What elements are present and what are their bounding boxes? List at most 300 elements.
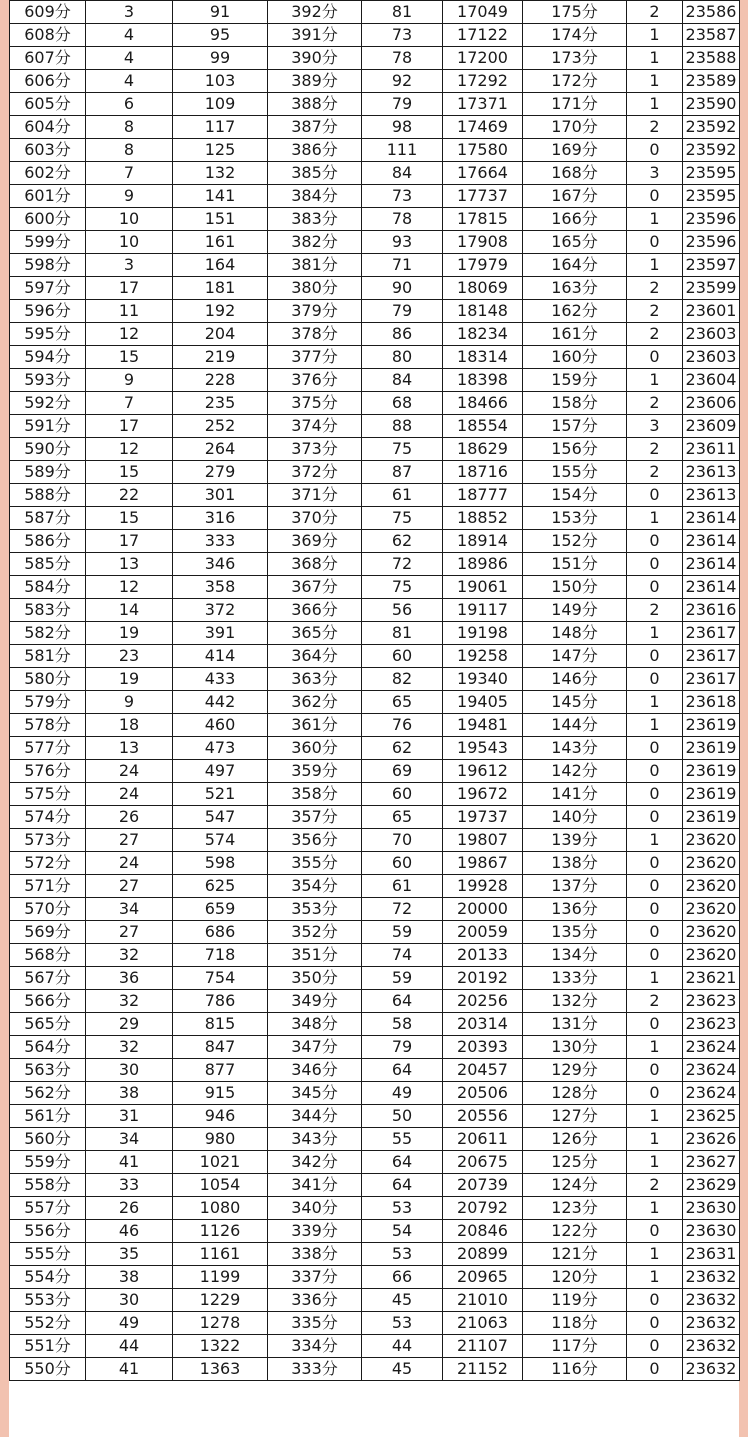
score-col-3: 135分 xyxy=(523,921,627,944)
table-row xyxy=(10,921,740,944)
count-col-2: 45 xyxy=(362,1289,443,1312)
score-col-1: 584分 xyxy=(10,576,86,599)
cumulative-col-1: 497 xyxy=(173,760,268,783)
cumulative-col-3: 23618 xyxy=(683,691,740,714)
cumulative-col-3: 23614 xyxy=(683,530,740,553)
count-col-2: 87 xyxy=(362,461,443,484)
count-col-3: 0 xyxy=(627,1358,683,1381)
score-col-1: 598分 xyxy=(10,254,86,277)
score-col-1: 589分 xyxy=(10,461,86,484)
score-col-2: 389分 xyxy=(268,70,362,93)
count-col-2: 81 xyxy=(362,1,443,24)
count-col-2: 80 xyxy=(362,346,443,369)
cumulative-col-2: 20675 xyxy=(443,1151,523,1174)
score-col-2: 359分 xyxy=(268,760,362,783)
count-col-2: 79 xyxy=(362,93,443,116)
count-col-2: 61 xyxy=(362,875,443,898)
table-row xyxy=(10,668,740,691)
count-col-3: 2 xyxy=(627,438,683,461)
count-col-2: 56 xyxy=(362,599,443,622)
count-col-3: 0 xyxy=(627,737,683,760)
table-row xyxy=(10,70,740,93)
count-col-1: 24 xyxy=(86,852,173,875)
cumulative-col-2: 19481 xyxy=(443,714,523,737)
count-col-3: 0 xyxy=(627,231,683,254)
count-col-2: 73 xyxy=(362,185,443,208)
score-col-2: 337分 xyxy=(268,1266,362,1289)
score-col-3: 174分 xyxy=(523,24,627,47)
score-col-3: 157分 xyxy=(523,415,627,438)
cumulative-col-3: 23623 xyxy=(683,990,740,1013)
count-col-3: 0 xyxy=(627,921,683,944)
score-col-1: 599分 xyxy=(10,231,86,254)
count-col-1: 34 xyxy=(86,1128,173,1151)
score-col-1: 587分 xyxy=(10,507,86,530)
count-col-1: 49 xyxy=(86,1312,173,1335)
score-col-1: 603分 xyxy=(10,139,86,162)
count-col-3: 0 xyxy=(627,760,683,783)
cumulative-col-1: 117 xyxy=(173,116,268,139)
score-col-1: 575分 xyxy=(10,783,86,806)
count-col-3: 2 xyxy=(627,116,683,139)
score-col-3: 162分 xyxy=(523,300,627,323)
count-col-3: 1 xyxy=(627,254,683,277)
count-col-1: 24 xyxy=(86,760,173,783)
count-col-2: 59 xyxy=(362,921,443,944)
cumulative-col-2: 19340 xyxy=(443,668,523,691)
cumulative-col-3: 23632 xyxy=(683,1266,740,1289)
count-col-2: 78 xyxy=(362,47,443,70)
count-col-1: 9 xyxy=(86,185,173,208)
score-col-2: 390分 xyxy=(268,47,362,70)
cumulative-col-3: 23592 xyxy=(683,139,740,162)
score-col-2: 361分 xyxy=(268,714,362,737)
cumulative-col-3: 23613 xyxy=(683,484,740,507)
cumulative-col-1: 433 xyxy=(173,668,268,691)
table-row xyxy=(10,1243,740,1266)
cumulative-col-1: 91 xyxy=(173,1,268,24)
count-col-1: 10 xyxy=(86,231,173,254)
cumulative-col-3: 23601 xyxy=(683,300,740,323)
count-col-1: 13 xyxy=(86,553,173,576)
count-col-2: 59 xyxy=(362,967,443,990)
count-col-3: 0 xyxy=(627,1289,683,1312)
cumulative-col-1: 264 xyxy=(173,438,268,461)
count-col-1: 17 xyxy=(86,277,173,300)
count-col-3: 0 xyxy=(627,553,683,576)
score-col-3: 155分 xyxy=(523,461,627,484)
cumulative-col-1: 946 xyxy=(173,1105,268,1128)
count-col-1: 4 xyxy=(86,24,173,47)
cumulative-col-2: 20133 xyxy=(443,944,523,967)
count-col-1: 12 xyxy=(86,576,173,599)
score-col-3: 118分 xyxy=(523,1312,627,1335)
cumulative-col-3: 23603 xyxy=(683,323,740,346)
cumulative-col-3: 23589 xyxy=(683,70,740,93)
score-col-3: 138分 xyxy=(523,852,627,875)
cumulative-col-2: 21010 xyxy=(443,1289,523,1312)
cumulative-col-3: 23592 xyxy=(683,116,740,139)
table-row xyxy=(10,1266,740,1289)
score-col-1: 566分 xyxy=(10,990,86,1013)
count-col-1: 15 xyxy=(86,346,173,369)
cumulative-col-1: 316 xyxy=(173,507,268,530)
cumulative-col-1: 333 xyxy=(173,530,268,553)
count-col-1: 30 xyxy=(86,1059,173,1082)
table-row xyxy=(10,783,740,806)
table-row xyxy=(10,461,740,484)
table-row xyxy=(10,208,740,231)
cumulative-col-3: 23590 xyxy=(683,93,740,116)
score-col-2: 354分 xyxy=(268,875,362,898)
cumulative-col-1: 1161 xyxy=(173,1243,268,1266)
count-col-1: 7 xyxy=(86,162,173,185)
cumulative-col-3: 23632 xyxy=(683,1358,740,1381)
cumulative-col-3: 23617 xyxy=(683,668,740,691)
score-col-3: 175分 xyxy=(523,1,627,24)
count-col-2: 60 xyxy=(362,645,443,668)
cumulative-col-2: 18148 xyxy=(443,300,523,323)
count-col-2: 64 xyxy=(362,1174,443,1197)
cumulative-col-3: 23623 xyxy=(683,1013,740,1036)
cumulative-col-3: 23624 xyxy=(683,1036,740,1059)
count-col-1: 19 xyxy=(86,668,173,691)
cumulative-col-1: 161 xyxy=(173,231,268,254)
count-col-3: 1 xyxy=(627,967,683,990)
score-col-1: 592分 xyxy=(10,392,86,415)
cumulative-col-1: 164 xyxy=(173,254,268,277)
cumulative-col-2: 17371 xyxy=(443,93,523,116)
score-col-3: 141分 xyxy=(523,783,627,806)
cumulative-col-1: 1322 xyxy=(173,1335,268,1358)
cumulative-col-1: 99 xyxy=(173,47,268,70)
cumulative-col-3: 23614 xyxy=(683,507,740,530)
table-row xyxy=(10,1013,740,1036)
count-col-3: 0 xyxy=(627,1059,683,1082)
cumulative-col-2: 17908 xyxy=(443,231,523,254)
cumulative-col-1: 1126 xyxy=(173,1220,268,1243)
count-col-3: 1 xyxy=(627,691,683,714)
table-row xyxy=(10,576,740,599)
count-col-3: 0 xyxy=(627,852,683,875)
score-col-1: 594分 xyxy=(10,346,86,369)
score-col-1: 577分 xyxy=(10,737,86,760)
cumulative-col-1: 235 xyxy=(173,392,268,415)
score-col-2: 372分 xyxy=(268,461,362,484)
count-col-2: 75 xyxy=(362,507,443,530)
score-col-3: 163分 xyxy=(523,277,627,300)
count-col-2: 86 xyxy=(362,323,443,346)
count-col-3: 0 xyxy=(627,530,683,553)
count-col-3: 0 xyxy=(627,139,683,162)
cumulative-col-2: 20000 xyxy=(443,898,523,921)
score-col-2: 392分 xyxy=(268,1,362,24)
score-col-1: 578分 xyxy=(10,714,86,737)
cumulative-col-3: 23625 xyxy=(683,1105,740,1128)
cumulative-col-1: 279 xyxy=(173,461,268,484)
cumulative-col-2: 20965 xyxy=(443,1266,523,1289)
count-col-1: 19 xyxy=(86,622,173,645)
cumulative-col-3: 23595 xyxy=(683,162,740,185)
count-col-1: 41 xyxy=(86,1151,173,1174)
count-col-3: 2 xyxy=(627,1174,683,1197)
count-col-3: 0 xyxy=(627,806,683,829)
count-col-3: 0 xyxy=(627,944,683,967)
count-col-3: 1 xyxy=(627,507,683,530)
count-col-3: 2 xyxy=(627,599,683,622)
cumulative-col-1: 141 xyxy=(173,185,268,208)
count-col-2: 76 xyxy=(362,714,443,737)
score-col-2: 362分 xyxy=(268,691,362,714)
count-col-2: 79 xyxy=(362,300,443,323)
cumulative-col-2: 21152 xyxy=(443,1358,523,1381)
cumulative-col-1: 598 xyxy=(173,852,268,875)
count-col-2: 90 xyxy=(362,277,443,300)
cumulative-col-3: 23609 xyxy=(683,415,740,438)
count-col-3: 1 xyxy=(627,1151,683,1174)
cumulative-col-2: 18234 xyxy=(443,323,523,346)
cumulative-col-2: 19867 xyxy=(443,852,523,875)
table-row xyxy=(10,24,740,47)
table-row xyxy=(10,622,740,645)
score-col-2: 348分 xyxy=(268,1013,362,1036)
score-col-3: 130分 xyxy=(523,1036,627,1059)
count-col-2: 49 xyxy=(362,1082,443,1105)
table-row xyxy=(10,93,740,116)
count-col-3: 1 xyxy=(627,1266,683,1289)
cumulative-col-1: 574 xyxy=(173,829,268,852)
table-row xyxy=(10,1335,740,1358)
score-col-3: 166分 xyxy=(523,208,627,231)
score-col-2: 370分 xyxy=(268,507,362,530)
count-col-3: 1 xyxy=(627,622,683,645)
cumulative-col-2: 17122 xyxy=(443,24,523,47)
cumulative-col-3: 23586 xyxy=(683,1,740,24)
count-col-3: 0 xyxy=(627,346,683,369)
count-col-1: 46 xyxy=(86,1220,173,1243)
cumulative-col-3: 23630 xyxy=(683,1197,740,1220)
count-col-1: 24 xyxy=(86,783,173,806)
cumulative-col-2: 19405 xyxy=(443,691,523,714)
cumulative-col-3: 23632 xyxy=(683,1335,740,1358)
cumulative-col-2: 20393 xyxy=(443,1036,523,1059)
score-col-1: 557分 xyxy=(10,1197,86,1220)
score-col-3: 170分 xyxy=(523,116,627,139)
count-col-1: 15 xyxy=(86,507,173,530)
cumulative-col-1: 1080 xyxy=(173,1197,268,1220)
cumulative-col-2: 20739 xyxy=(443,1174,523,1197)
score-col-2: 338分 xyxy=(268,1243,362,1266)
table-row xyxy=(10,1358,740,1381)
cumulative-col-3: 23588 xyxy=(683,47,740,70)
count-col-3: 2 xyxy=(627,1,683,24)
count-col-2: 66 xyxy=(362,1266,443,1289)
count-col-1: 17 xyxy=(86,530,173,553)
count-col-3: 0 xyxy=(627,783,683,806)
cumulative-col-1: 1229 xyxy=(173,1289,268,1312)
score-col-3: 171分 xyxy=(523,93,627,116)
cumulative-col-1: 473 xyxy=(173,737,268,760)
count-col-1: 7 xyxy=(86,392,173,415)
count-col-2: 93 xyxy=(362,231,443,254)
count-col-2: 53 xyxy=(362,1243,443,1266)
cumulative-col-1: 1363 xyxy=(173,1358,268,1381)
score-col-3: 134分 xyxy=(523,944,627,967)
table-row xyxy=(10,1036,740,1059)
count-col-3: 0 xyxy=(627,1013,683,1036)
table-row xyxy=(10,1059,740,1082)
cumulative-col-3: 23606 xyxy=(683,392,740,415)
cumulative-col-2: 20059 xyxy=(443,921,523,944)
score-col-2: 341分 xyxy=(268,1174,362,1197)
cumulative-col-2: 18554 xyxy=(443,415,523,438)
score-col-3: 144分 xyxy=(523,714,627,737)
table-row xyxy=(10,553,740,576)
table-row xyxy=(10,254,740,277)
score-col-2: 346分 xyxy=(268,1059,362,1082)
cumulative-col-2: 17292 xyxy=(443,70,523,93)
count-col-2: 54 xyxy=(362,1220,443,1243)
cumulative-col-1: 125 xyxy=(173,139,268,162)
count-col-2: 98 xyxy=(362,116,443,139)
cumulative-col-3: 23620 xyxy=(683,875,740,898)
cumulative-col-1: 391 xyxy=(173,622,268,645)
count-col-3: 1 xyxy=(627,369,683,392)
count-col-1: 32 xyxy=(86,1036,173,1059)
count-col-2: 65 xyxy=(362,806,443,829)
cumulative-col-1: 181 xyxy=(173,277,268,300)
count-col-3: 2 xyxy=(627,392,683,415)
cumulative-col-1: 686 xyxy=(173,921,268,944)
table-row xyxy=(10,162,740,185)
score-col-3: 143分 xyxy=(523,737,627,760)
score-col-1: 552分 xyxy=(10,1312,86,1335)
score-col-2: 388分 xyxy=(268,93,362,116)
count-col-3: 1 xyxy=(627,1105,683,1128)
score-col-1: 601分 xyxy=(10,185,86,208)
score-col-1: 560分 xyxy=(10,1128,86,1151)
cumulative-col-3: 23613 xyxy=(683,461,740,484)
cumulative-col-2: 20899 xyxy=(443,1243,523,1266)
count-col-1: 22 xyxy=(86,484,173,507)
cumulative-col-3: 23614 xyxy=(683,553,740,576)
score-col-1: 559分 xyxy=(10,1151,86,1174)
score-col-2: 355分 xyxy=(268,852,362,875)
score-col-2: 376分 xyxy=(268,369,362,392)
cumulative-col-3: 23627 xyxy=(683,1151,740,1174)
score-col-3: 152分 xyxy=(523,530,627,553)
score-col-3: 150分 xyxy=(523,576,627,599)
cumulative-col-1: 1021 xyxy=(173,1151,268,1174)
cumulative-col-2: 18069 xyxy=(443,277,523,300)
count-col-2: 82 xyxy=(362,668,443,691)
score-col-2: 383分 xyxy=(268,208,362,231)
table-row xyxy=(10,346,740,369)
count-col-3: 1 xyxy=(627,1243,683,1266)
cumulative-col-3: 23629 xyxy=(683,1174,740,1197)
cumulative-col-1: 151 xyxy=(173,208,268,231)
count-col-3: 0 xyxy=(627,668,683,691)
count-col-2: 73 xyxy=(362,24,443,47)
count-col-3: 2 xyxy=(627,323,683,346)
count-col-2: 64 xyxy=(362,1151,443,1174)
score-col-3: 147分 xyxy=(523,645,627,668)
score-col-1: 570分 xyxy=(10,898,86,921)
table-row xyxy=(10,852,740,875)
cumulative-col-1: 1054 xyxy=(173,1174,268,1197)
table-row xyxy=(10,967,740,990)
score-col-1: 595分 xyxy=(10,323,86,346)
cumulative-col-2: 20556 xyxy=(443,1105,523,1128)
score-col-3: 173分 xyxy=(523,47,627,70)
cumulative-col-1: 659 xyxy=(173,898,268,921)
score-col-3: 117分 xyxy=(523,1335,627,1358)
cumulative-col-3: 23611 xyxy=(683,438,740,461)
score-col-1: 604分 xyxy=(10,116,86,139)
cumulative-col-1: 372 xyxy=(173,599,268,622)
table-row xyxy=(10,369,740,392)
score-col-2: 369分 xyxy=(268,530,362,553)
count-col-1: 38 xyxy=(86,1266,173,1289)
count-col-3: 0 xyxy=(627,875,683,898)
count-col-2: 55 xyxy=(362,1128,443,1151)
count-col-2: 60 xyxy=(362,783,443,806)
score-col-1: 576分 xyxy=(10,760,86,783)
count-col-1: 29 xyxy=(86,1013,173,1036)
table-row xyxy=(10,530,740,553)
cumulative-col-2: 17664 xyxy=(443,162,523,185)
score-col-3: 124分 xyxy=(523,1174,627,1197)
count-col-3: 1 xyxy=(627,1197,683,1220)
score-col-3: 164分 xyxy=(523,254,627,277)
count-col-2: 65 xyxy=(362,691,443,714)
score-col-3: 116分 xyxy=(523,1358,627,1381)
score-col-1: 553分 xyxy=(10,1289,86,1312)
score-col-2: 353分 xyxy=(268,898,362,921)
cumulative-col-2: 17737 xyxy=(443,185,523,208)
cumulative-col-3: 23630 xyxy=(683,1220,740,1243)
count-col-2: 62 xyxy=(362,530,443,553)
count-col-2: 64 xyxy=(362,990,443,1013)
score-table xyxy=(9,0,740,1381)
cumulative-col-1: 301 xyxy=(173,484,268,507)
cumulative-col-3: 23624 xyxy=(683,1082,740,1105)
score-col-1: 600分 xyxy=(10,208,86,231)
count-col-2: 72 xyxy=(362,898,443,921)
count-col-1: 14 xyxy=(86,599,173,622)
score-col-3: 158分 xyxy=(523,392,627,415)
score-col-1: 596分 xyxy=(10,300,86,323)
score-col-1: 573分 xyxy=(10,829,86,852)
score-col-1: 606分 xyxy=(10,70,86,93)
score-col-1: 555分 xyxy=(10,1243,86,1266)
cumulative-col-1: 877 xyxy=(173,1059,268,1082)
cumulative-col-1: 132 xyxy=(173,162,268,185)
count-col-1: 35 xyxy=(86,1243,173,1266)
cumulative-col-2: 18398 xyxy=(443,369,523,392)
cumulative-col-3: 23632 xyxy=(683,1289,740,1312)
count-col-1: 26 xyxy=(86,1197,173,1220)
count-col-1: 3 xyxy=(86,254,173,277)
score-distribution-sheet xyxy=(9,0,739,1437)
score-col-1: 602分 xyxy=(10,162,86,185)
score-col-3: 122分 xyxy=(523,1220,627,1243)
score-col-2: 347分 xyxy=(268,1036,362,1059)
score-col-1: 572分 xyxy=(10,852,86,875)
cumulative-col-2: 19807 xyxy=(443,829,523,852)
cumulative-col-1: 442 xyxy=(173,691,268,714)
cumulative-col-2: 19672 xyxy=(443,783,523,806)
